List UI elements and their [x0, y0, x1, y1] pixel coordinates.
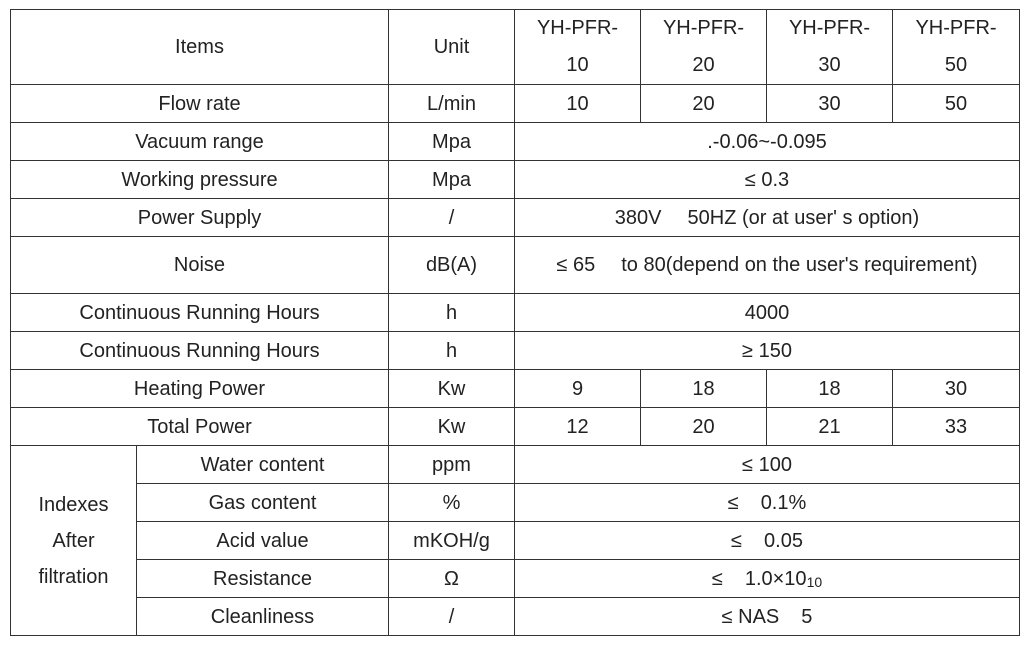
value-cell: 18	[767, 370, 893, 408]
row-running-hours	[11, 294, 1020, 332]
header-model-50: YH-PFR- 50	[893, 10, 1020, 85]
unit-cell: h	[389, 332, 515, 370]
value-cell: 9	[515, 370, 641, 408]
unit-cell: Kw	[389, 370, 515, 408]
indexes-group-label: Indexes After filtration	[11, 446, 137, 636]
unit-cell: Ω	[389, 560, 515, 598]
row-flow-rate	[11, 85, 1020, 123]
value-cell: 20	[641, 85, 767, 123]
row-gas-content	[11, 484, 1020, 522]
unit-cell: Mpa	[389, 161, 515, 199]
unit-cell: /	[389, 199, 515, 237]
value-cell: ≤ NAS 5	[515, 598, 1020, 636]
unit-cell: %	[389, 484, 515, 522]
value-cell: 30	[893, 370, 1020, 408]
row-cleanliness	[11, 598, 1020, 636]
value-cell: 4000	[515, 294, 1020, 332]
row-heating-power	[11, 370, 1020, 408]
row-total-power	[11, 408, 1020, 446]
value-cell: 18	[641, 370, 767, 408]
value-cell: 20	[641, 408, 767, 446]
value-cell: ≤ $1.0\times 10_{10}$	[515, 560, 1020, 598]
row-acid-value	[11, 522, 1020, 560]
label-cell: Power Supply	[11, 199, 389, 237]
label-cell: Water content	[137, 446, 389, 484]
value-cell: ≤ 0.05	[515, 522, 1020, 560]
unit-cell: mKOH/g	[389, 522, 515, 560]
row-vacuum-range	[11, 123, 1020, 161]
value-cell: 50	[893, 85, 1020, 123]
row-power-supply	[11, 199, 1020, 237]
header-items: Items	[11, 10, 389, 85]
label-cell: Continuous Running Hours	[11, 294, 389, 332]
value-cell: 21	[767, 408, 893, 446]
value-cell: ≤ 0.1%	[515, 484, 1020, 522]
label-cell: Acid value	[137, 522, 389, 560]
label-cell: Continuous Running Hours	[11, 332, 389, 370]
unit-cell: ppm	[389, 446, 515, 484]
label-cell: Heating Power	[11, 370, 389, 408]
label-cell: Cleanliness	[137, 598, 389, 636]
unit-cell: dB(A)	[389, 237, 515, 294]
header-model-30: YH-PFR- 30	[767, 10, 893, 85]
value-cell: 12	[515, 408, 641, 446]
header-unit: Unit	[389, 10, 515, 85]
value-cell: 33	[893, 408, 1020, 446]
header-model-10: YH-PFR- 10	[515, 10, 641, 85]
row-noise	[11, 237, 1020, 294]
unit-cell: h	[389, 294, 515, 332]
unit-cell: L/min	[389, 85, 515, 123]
unit-cell: Kw	[389, 408, 515, 446]
value-cell: 10	[515, 85, 641, 123]
value-cell: .-0.06~-0.095	[515, 123, 1020, 161]
value-cell: 30	[767, 85, 893, 123]
label-cell: Working pressure	[11, 161, 389, 199]
value-cell: ≤ 100	[515, 446, 1020, 484]
row-resistance	[11, 560, 1020, 598]
value-cell: ≥ 150	[515, 332, 1020, 370]
label-cell: Flow rate	[11, 85, 389, 123]
unit-cell: /	[389, 598, 515, 636]
unit-cell: Mpa	[389, 123, 515, 161]
label-cell: Noise	[11, 237, 389, 294]
header-row	[11, 10, 1020, 85]
value-cell: ≤ 0.3	[515, 161, 1020, 199]
row-working-pressure	[11, 161, 1020, 199]
label-cell: Resistance	[137, 560, 389, 598]
row-water-content	[11, 446, 1020, 484]
label-cell: Total Power	[11, 408, 389, 446]
row-running-hours	[11, 332, 1020, 370]
header-model-20: YH-PFR- 20	[641, 10, 767, 85]
value-cell: 380V 50HZ (or at user' s option)	[515, 199, 1020, 237]
label-cell: Gas content	[137, 484, 389, 522]
spec-table	[10, 9, 1020, 636]
label-cell: Vacuum range	[11, 123, 389, 161]
value-cell: ≤ 65 to 80(depend on the user's requirement)	[515, 237, 1020, 294]
